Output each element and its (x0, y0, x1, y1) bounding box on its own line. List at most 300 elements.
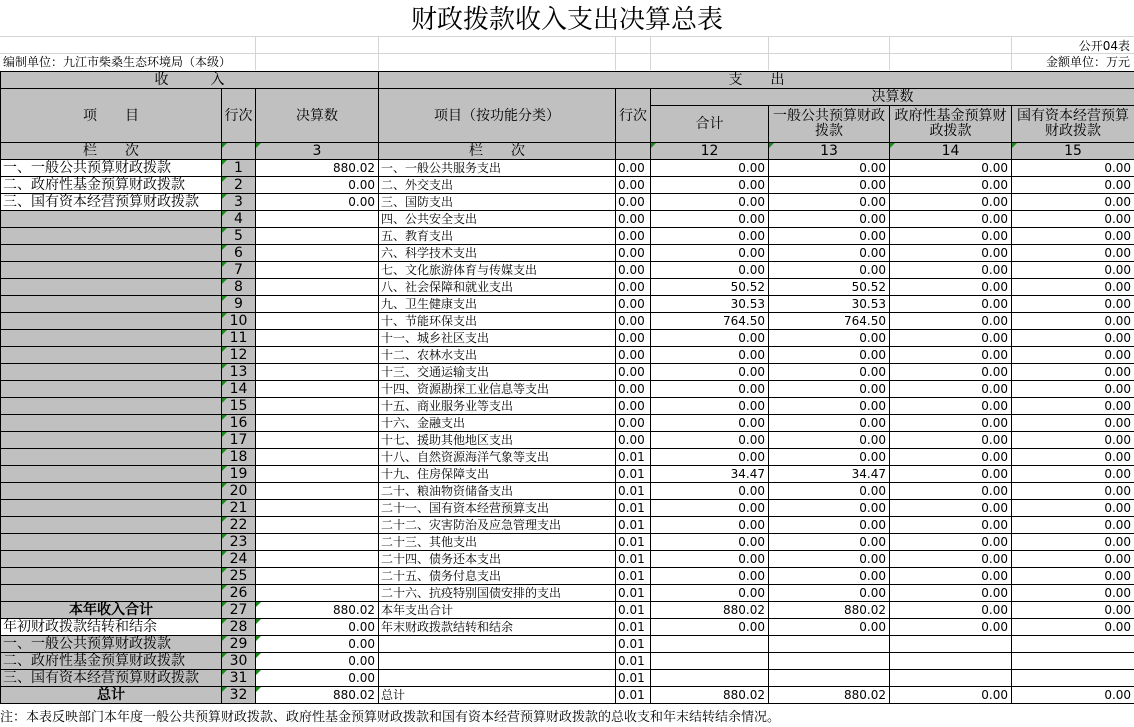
gov-fund-cell: 0.00 (890, 449, 1012, 466)
expense-item-cell: 十六、金融支出 (379, 415, 616, 432)
general-budget-cell: 0.00 (769, 534, 890, 551)
general-budget-cell: 0.00 (769, 449, 890, 466)
total-cell: 0.00 (651, 330, 769, 347)
table-row (1, 466, 1134, 483)
income-item-cell: 二、政府性基金预算财政拨款 (1, 653, 222, 670)
expense-item-cell: 二十二、灾害防治及应急管理支出 (379, 517, 616, 534)
expense-header: 支 出 (379, 72, 1134, 89)
gov-fund-cell: 0.00 (890, 211, 1012, 228)
row-no-cell: 13 (222, 364, 256, 381)
total-cell: 0.00 (651, 449, 769, 466)
income-item-cell (1, 347, 222, 364)
row-no-cell: 28 (222, 619, 256, 636)
expense-row-no-cell: 0.00 (616, 364, 651, 381)
gov-fund-cell: 0.00 (890, 262, 1012, 279)
income-item-cell (1, 568, 222, 585)
expense-item-cell: 二十一、国有资本经营预算支出 (379, 500, 616, 517)
income-item-cell: 一、一般公共预算财政拨款 (1, 160, 222, 177)
income-item-cell: 二、政府性基金预算财政拨款 (1, 177, 222, 194)
table-row (1, 636, 1134, 653)
state-capital-cell: 0.00 (1012, 432, 1134, 449)
state-capital-cell: 0.00 (1012, 449, 1134, 466)
gov-fund-cell: 0.00 (890, 517, 1012, 534)
expense-row-no-cell: 0.00 (616, 211, 651, 228)
income-amount-cell (256, 449, 379, 466)
expense-item-cell: 二十三、其他支出 (379, 534, 616, 551)
expense-row-no-cell: 0.00 (616, 160, 651, 177)
table-row (1, 364, 1134, 381)
table-row (1, 194, 1134, 211)
expense-item-cell: 一、一般公共服务支出 (379, 160, 616, 177)
final-amount-header: 决算数 (256, 89, 379, 143)
gov-fund-cell: 0.00 (890, 398, 1012, 415)
row-no-cell: 25 (222, 568, 256, 585)
total-cell: 0.00 (651, 228, 769, 245)
row-no-cell: 30 (222, 653, 256, 670)
expense-item-cell: 六、科学技术支出 (379, 245, 616, 262)
general-budget-cell: 50.52 (769, 279, 890, 296)
state-capital-cell: 0.00 (1012, 568, 1134, 585)
income-item-cell (1, 500, 222, 517)
expense-item-cell: 十、节能环保支出 (379, 313, 616, 330)
expense-row-no-cell: 0.00 (616, 381, 651, 398)
expense-row-no-cell: 0.00 (616, 432, 651, 449)
row-no-cell: 14 (222, 381, 256, 398)
expense-row-no-cell: 0.01 (616, 636, 651, 653)
expense-row-no-cell: 0.00 (616, 262, 651, 279)
general-budget-header: 一般公共预算财政拨款 (769, 106, 890, 143)
income-item-cell (1, 551, 222, 568)
gov-fund-cell: 0.00 (890, 245, 1012, 262)
income-item-cell: 年初财政拨款结转和结余 (1, 619, 222, 636)
income-item-cell (1, 398, 222, 415)
gov-fund-cell: 0.00 (890, 483, 1012, 500)
general-budget-cell (769, 670, 890, 687)
income-item-cell (1, 449, 222, 466)
expense-item-cell: 二十四、债务还本支出 (379, 551, 616, 568)
expense-row-no-cell: 0.00 (616, 398, 651, 415)
general-budget-cell: 0.00 (769, 177, 890, 194)
income-item-cell (1, 585, 222, 602)
gov-fund-cell: 0.00 (890, 364, 1012, 381)
row-no-cell: 2 (222, 177, 256, 194)
total-header: 合计 (651, 106, 769, 143)
general-budget-cell (769, 653, 890, 670)
state-capital-cell: 0.00 (1012, 296, 1134, 313)
expense-item-cell: 年末财政拨款结转和结余 (379, 619, 616, 636)
table-row (1, 534, 1134, 551)
income-item-cell (1, 364, 222, 381)
table-row (1, 653, 1134, 670)
reporting-unit: 编制单位：九江市柴桑生态环境局（本级） (3, 55, 232, 69)
gov-fund-cell: 0.00 (890, 619, 1012, 636)
table-row (1, 415, 1134, 432)
row-no-cell: 11 (222, 330, 256, 347)
income-amount-cell (256, 245, 379, 262)
income-item-cell (1, 279, 222, 296)
income-amount-cell (256, 330, 379, 347)
income-item-cell (1, 483, 222, 500)
col-15: 15 (1012, 143, 1134, 160)
income-item-cell: 一、一般公共预算财政拨款 (1, 636, 222, 653)
expense-item-cell: 十九、住房保障支出 (379, 466, 616, 483)
row-no-cell: 32 (222, 687, 256, 704)
total-cell: 30.53 (651, 296, 769, 313)
table-row (1, 432, 1134, 449)
expense-row-no-cell: 0.00 (616, 347, 651, 364)
state-capital-cell: 0.00 (1012, 347, 1134, 364)
income-amount-cell (256, 415, 379, 432)
total-cell: 0.00 (651, 517, 769, 534)
total-cell: 0.00 (651, 347, 769, 364)
income-amount-cell: 880.02 (256, 687, 379, 704)
income-amount-cell (256, 568, 379, 585)
income-item-cell (1, 313, 222, 330)
expense-row-no-cell: 0.01 (616, 534, 651, 551)
table-row (1, 670, 1134, 687)
row-no-cell: 6 (222, 245, 256, 262)
income-item-cell (1, 296, 222, 313)
general-budget-cell: 0.00 (769, 619, 890, 636)
income-item-cell (1, 466, 222, 483)
row-no-cell: 5 (222, 228, 256, 245)
income-amount-cell (256, 279, 379, 296)
form-code: 公开04表 (1078, 39, 1130, 53)
expense-item-cell: 十二、农林水支出 (379, 347, 616, 364)
expense-row-no-cell: 0.00 (616, 330, 651, 347)
state-capital-cell (1012, 653, 1134, 670)
col-no-cell (222, 143, 256, 160)
general-budget-cell: 0.00 (769, 364, 890, 381)
expense-row-no-cell: 0.00 (616, 296, 651, 313)
col-no2-cell (616, 143, 651, 160)
expense-item-cell: 十三、交通运输支出 (379, 364, 616, 381)
gov-fund-cell: 0.00 (890, 534, 1012, 551)
general-budget-cell: 0.00 (769, 398, 890, 415)
income-item-cell: 总计 (1, 687, 222, 704)
table-row (1, 211, 1134, 228)
general-budget-cell: 0.00 (769, 262, 890, 279)
gov-fund-cell (890, 636, 1012, 653)
income-amount-cell (256, 228, 379, 245)
row-no-cell: 17 (222, 432, 256, 449)
row-no-cell: 8 (222, 279, 256, 296)
income-amount-cell (256, 262, 379, 279)
general-budget-cell: 30.53 (769, 296, 890, 313)
general-budget-cell: 0.00 (769, 211, 890, 228)
income-item-cell (1, 534, 222, 551)
general-budget-cell: 880.02 (769, 602, 890, 619)
table-row (1, 245, 1134, 262)
income-amount-cell: 0.00 (256, 194, 379, 211)
income-amount-cell: 880.02 (256, 602, 379, 619)
expense-row-no-cell: 0.01 (616, 568, 651, 585)
total-cell: 0.00 (651, 619, 769, 636)
state-capital-cell: 0.00 (1012, 330, 1134, 347)
expense-row-no-cell: 0.01 (616, 687, 651, 704)
gov-fund-cell: 0.00 (890, 330, 1012, 347)
state-capital-cell: 0.00 (1012, 619, 1134, 636)
state-capital-cell: 0.00 (1012, 313, 1134, 330)
total-cell (651, 670, 769, 687)
expense-item-cell: 七、文化旅游体育与传媒支出 (379, 262, 616, 279)
income-item-cell: 三、国有资本经营预算财政拨款 (1, 670, 222, 687)
footnote: 注：本表反映部门本年度一般公共预算财政拨款、政府性基金预算财政拨款和国有资本经营预算财政拨款的总收支和年末结转结余情况。 (0, 710, 781, 725)
total-cell: 0.00 (651, 245, 769, 262)
gov-fund-cell: 0.00 (890, 415, 1012, 432)
gov-fund-cell: 0.00 (890, 296, 1012, 313)
total-cell: 0.00 (651, 415, 769, 432)
table-row (1, 177, 1134, 194)
general-budget-cell: 0.00 (769, 160, 890, 177)
total-cell: 0.00 (651, 194, 769, 211)
total-cell (651, 636, 769, 653)
general-budget-cell: 34.47 (769, 466, 890, 483)
income-amount-cell: 0.00 (256, 653, 379, 670)
general-budget-cell: 0.00 (769, 517, 890, 534)
state-capital-header: 国有资本经营预算财政拨款 (1012, 106, 1134, 143)
table-row (1, 160, 1134, 177)
total-cell: 0.00 (651, 551, 769, 568)
income-amount-cell (256, 585, 379, 602)
row-no-cell: 4 (222, 211, 256, 228)
expense-row-no-cell: 0.01 (616, 483, 651, 500)
col-13: 13 (769, 143, 890, 160)
expense-row-no-cell: 0.01 (616, 670, 651, 687)
general-budget-cell: 0.00 (769, 194, 890, 211)
expense-row-no-cell: 0.00 (616, 245, 651, 262)
total-cell: 0.00 (651, 483, 769, 500)
income-amount-cell (256, 551, 379, 568)
income-amount-cell (256, 466, 379, 483)
row-no-cell: 10 (222, 313, 256, 330)
row-no-cell: 23 (222, 534, 256, 551)
gov-fund-cell: 0.00 (890, 585, 1012, 602)
row-no-cell: 24 (222, 551, 256, 568)
expense-item-cell: 十一、城乡社区支出 (379, 330, 616, 347)
table-row (1, 449, 1134, 466)
general-budget-cell: 764.50 (769, 313, 890, 330)
income-amount-cell (256, 364, 379, 381)
row-no-cell: 3 (222, 194, 256, 211)
final-group-header: 决算数 (651, 89, 1134, 106)
gov-fund-cell (890, 653, 1012, 670)
income-item-cell (1, 330, 222, 347)
row-no-cell: 20 (222, 483, 256, 500)
row-no-cell: 16 (222, 415, 256, 432)
general-budget-cell: 0.00 (769, 330, 890, 347)
general-budget-cell: 0.00 (769, 500, 890, 517)
gov-fund-cell: 0.00 (890, 432, 1012, 449)
table-row (1, 483, 1134, 500)
row-no-cell: 7 (222, 262, 256, 279)
state-capital-cell: 0.00 (1012, 160, 1134, 177)
expense-row-no-cell: 0.01 (616, 449, 651, 466)
state-capital-cell: 0.00 (1012, 466, 1134, 483)
state-capital-cell: 0.00 (1012, 602, 1134, 619)
state-capital-cell: 0.00 (1012, 500, 1134, 517)
amount-unit: 金额单位：万元 (1045, 55, 1130, 69)
state-capital-cell: 0.00 (1012, 415, 1134, 432)
row-no-cell: 26 (222, 585, 256, 602)
row-no-cell: 21 (222, 500, 256, 517)
table-row (1, 602, 1134, 619)
expense-item-cell: 八、社会保障和就业支出 (379, 279, 616, 296)
gov-fund-cell: 0.00 (890, 466, 1012, 483)
table-row (1, 585, 1134, 602)
col-12: 12 (651, 143, 769, 160)
income-amount-cell (256, 313, 379, 330)
state-capital-cell: 0.00 (1012, 534, 1134, 551)
income-item-cell (1, 262, 222, 279)
total-cell: 0.00 (651, 398, 769, 415)
row-no-cell: 12 (222, 347, 256, 364)
row-no-cell: 19 (222, 466, 256, 483)
income-item-cell (1, 517, 222, 534)
col-3: 3 (256, 143, 379, 160)
state-capital-cell: 0.00 (1012, 398, 1134, 415)
expense-row-no-cell: 0.00 (616, 279, 651, 296)
fiscal-table (0, 71, 1134, 704)
row-no-cell: 31 (222, 670, 256, 687)
row-no-cell: 15 (222, 398, 256, 415)
state-capital-cell: 0.00 (1012, 228, 1134, 245)
income-amount-cell (256, 483, 379, 500)
income-amount-cell (256, 296, 379, 313)
total-cell: 50.52 (651, 279, 769, 296)
total-cell: 0.00 (651, 568, 769, 585)
gov-fund-cell: 0.00 (890, 279, 1012, 296)
income-amount-cell: 0.00 (256, 177, 379, 194)
gov-fund-header: 政府性基金预算财政拨款 (890, 106, 1012, 143)
table-row (1, 262, 1134, 279)
income-item-cell (1, 228, 222, 245)
income-item-cell (1, 415, 222, 432)
total-cell: 880.02 (651, 687, 769, 704)
state-capital-cell: 0.00 (1012, 262, 1134, 279)
expense-item-cell: 本年支出合计 (379, 602, 616, 619)
expense-row-no-cell: 0.00 (616, 313, 651, 330)
gov-fund-cell: 0.00 (890, 194, 1012, 211)
row-no-cell: 27 (222, 602, 256, 619)
income-item-cell (1, 245, 222, 262)
table-row (1, 398, 1134, 415)
state-capital-cell: 0.00 (1012, 517, 1134, 534)
income-header: 收 入 (1, 72, 379, 89)
expense-row-no-cell: 0.00 (616, 177, 651, 194)
row-no-cell: 29 (222, 636, 256, 653)
expense-row-no-cell: 0.01 (616, 619, 651, 636)
income-item-cell (1, 381, 222, 398)
total-cell: 0.00 (651, 500, 769, 517)
table-row (1, 619, 1134, 636)
income-amount-cell: 0.00 (256, 619, 379, 636)
expense-item-cell: 十四、资源勘探工业信息等支出 (379, 381, 616, 398)
gov-fund-cell: 0.00 (890, 500, 1012, 517)
expense-row-no-cell: 0.00 (616, 194, 651, 211)
general-budget-cell: 0.00 (769, 432, 890, 449)
expense-item-cell: 十七、援助其他地区支出 (379, 432, 616, 449)
general-budget-cell: 0.00 (769, 483, 890, 500)
total-cell: 0.00 (651, 160, 769, 177)
table-row (1, 330, 1134, 347)
page-title: 财政拨款收入支出决算总表 (410, 5, 723, 35)
general-budget-cell: 0.00 (769, 568, 890, 585)
state-capital-cell: 0.00 (1012, 279, 1134, 296)
expense-item-cell (379, 636, 616, 653)
income-amount-cell (256, 534, 379, 551)
col-label2: 栏 次 (379, 143, 616, 160)
expense-item-cell: 九、卫生健康支出 (379, 296, 616, 313)
gov-fund-cell: 0.00 (890, 568, 1012, 585)
expense-row-no-cell: 0.01 (616, 551, 651, 568)
expense-item-cell: 三、国防支出 (379, 194, 616, 211)
general-budget-cell: 880.02 (769, 687, 890, 704)
table-row (1, 347, 1134, 364)
total-cell: 34.47 (651, 466, 769, 483)
table-row (1, 381, 1134, 398)
income-amount-cell: 880.02 (256, 160, 379, 177)
general-budget-cell: 0.00 (769, 551, 890, 568)
state-capital-cell: 0.00 (1012, 551, 1134, 568)
total-cell: 764.50 (651, 313, 769, 330)
income-amount-cell: 0.00 (256, 670, 379, 687)
general-budget-cell: 0.00 (769, 228, 890, 245)
state-capital-cell: 0.00 (1012, 245, 1134, 262)
row-no-cell: 18 (222, 449, 256, 466)
gov-fund-cell: 0.00 (890, 602, 1012, 619)
general-budget-cell: 0.00 (769, 585, 890, 602)
expense-row-no-cell: 0.01 (616, 602, 651, 619)
func-item-header: 项目（按功能分类） (379, 89, 616, 143)
income-item-cell (1, 432, 222, 449)
total-cell: 0.00 (651, 364, 769, 381)
gov-fund-cell: 0.00 (890, 313, 1012, 330)
state-capital-cell (1012, 636, 1134, 653)
income-amount-cell (256, 517, 379, 534)
row-no-cell: 1 (222, 160, 256, 177)
expense-row-no-cell: 0.01 (616, 500, 651, 517)
col-14: 14 (890, 143, 1012, 160)
state-capital-cell: 0.00 (1012, 211, 1134, 228)
gov-fund-cell: 0.00 (890, 347, 1012, 364)
state-capital-cell: 0.00 (1012, 364, 1134, 381)
gov-fund-cell: 0.00 (890, 381, 1012, 398)
table-row (1, 500, 1134, 517)
expense-item-cell: 总计 (379, 687, 616, 704)
row-no-cell: 22 (222, 517, 256, 534)
income-amount-cell (256, 381, 379, 398)
expense-row-no-cell: 0.01 (616, 585, 651, 602)
table-row (1, 687, 1134, 704)
gov-fund-cell: 0.00 (890, 177, 1012, 194)
state-capital-cell: 0.00 (1012, 483, 1134, 500)
expense-item-cell (379, 653, 616, 670)
general-budget-cell (769, 636, 890, 653)
table-row (1, 517, 1134, 534)
expense-item-cell: 二、外交支出 (379, 177, 616, 194)
total-cell (651, 653, 769, 670)
income-amount-cell (256, 211, 379, 228)
table-row (1, 228, 1134, 245)
table-row (1, 313, 1134, 330)
state-capital-cell: 0.00 (1012, 687, 1134, 704)
expense-item-cell: 五、教育支出 (379, 228, 616, 245)
table-row (1, 551, 1134, 568)
income-item-cell (1, 211, 222, 228)
gov-fund-cell: 0.00 (890, 687, 1012, 704)
table-row (1, 568, 1134, 585)
